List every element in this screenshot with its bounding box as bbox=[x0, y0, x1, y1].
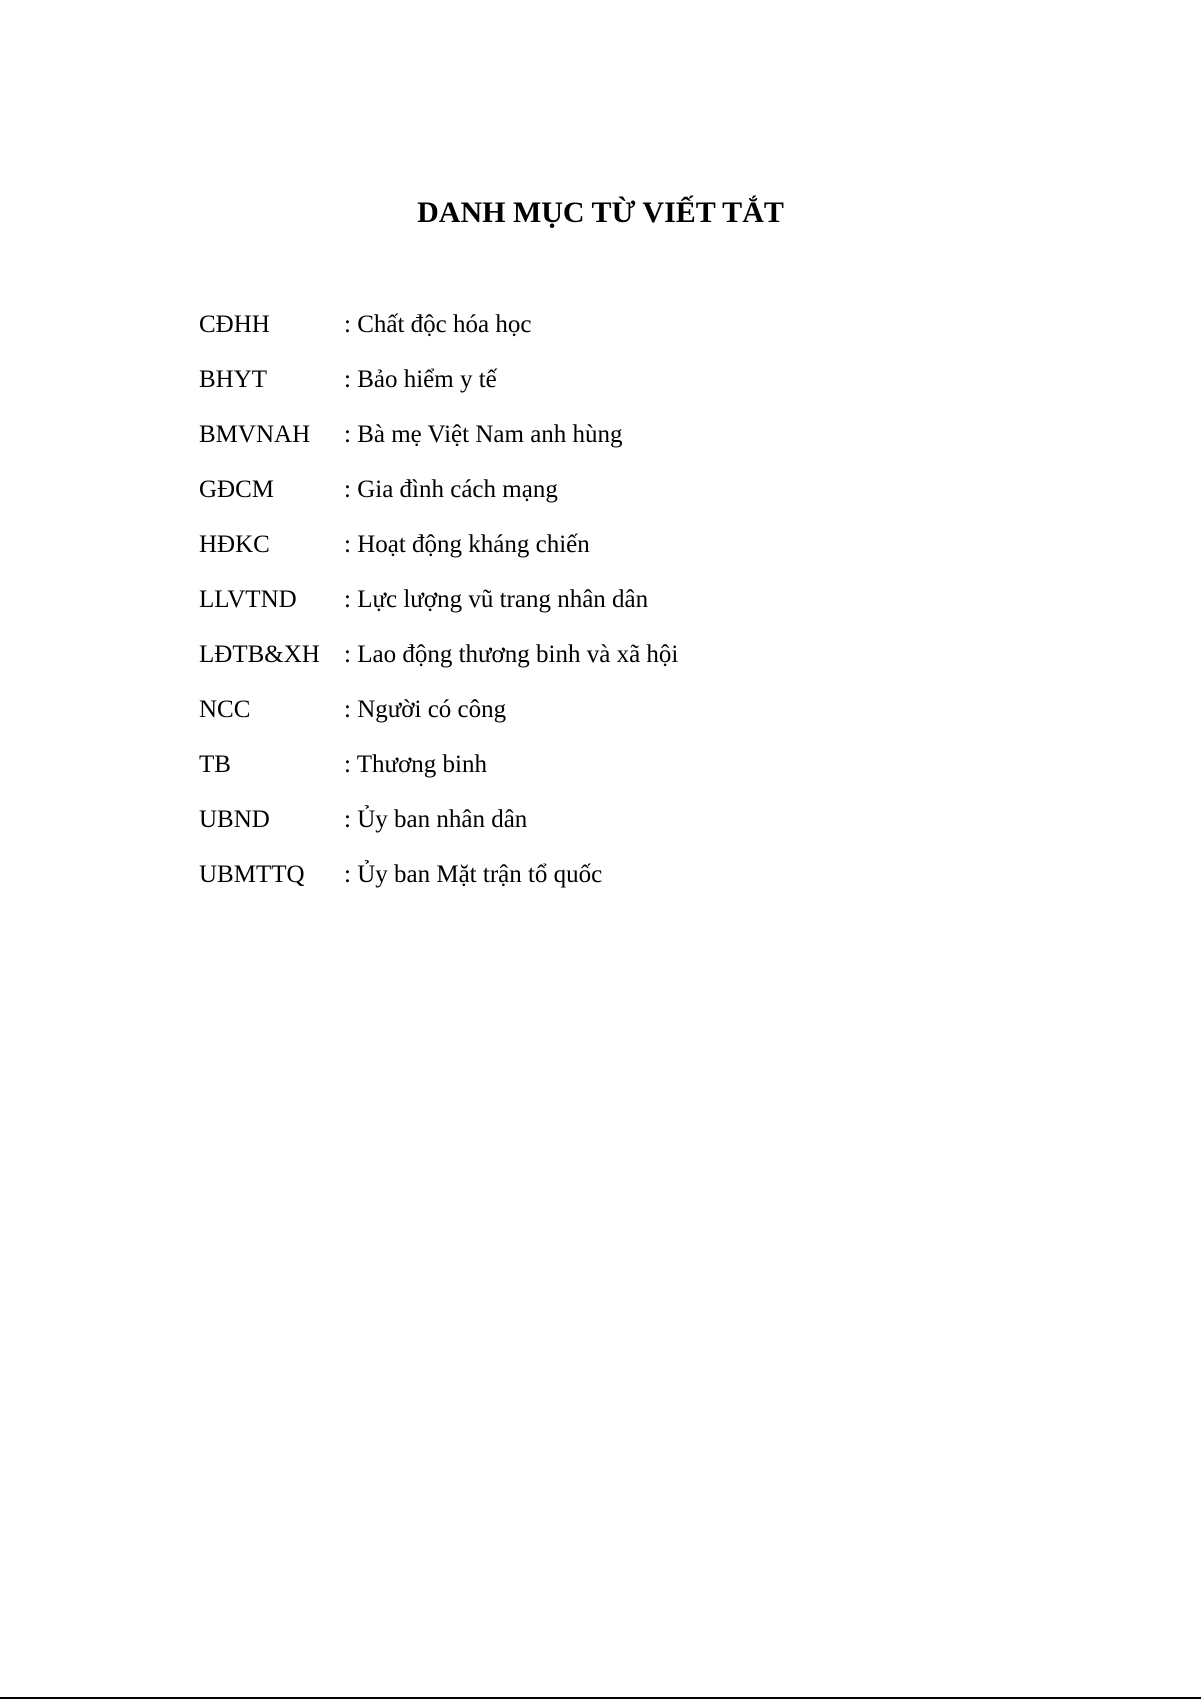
abbreviation-row bbox=[199, 805, 678, 860]
abbreviation-term: HĐKC bbox=[199, 531, 270, 558]
abbreviation-term: NCC bbox=[199, 696, 251, 723]
abbreviation-term: GĐCM bbox=[199, 476, 275, 503]
abbreviation-term: UBND bbox=[199, 806, 270, 833]
abbreviation-row bbox=[199, 695, 678, 750]
abbreviation-definition: : Thương binh bbox=[344, 751, 487, 778]
page-title: DANH MỤC TỪ VIẾT TẮT bbox=[417, 196, 784, 229]
abbreviation-row bbox=[199, 860, 678, 915]
abbreviation-definition: : Người có công bbox=[344, 696, 507, 723]
abbreviation-term: BMVNAH bbox=[199, 421, 311, 448]
abbreviation-row bbox=[199, 530, 678, 585]
abbreviation-term: LĐTB&XH bbox=[199, 641, 320, 668]
abbreviation-definition: : Lực lượng vũ trang nhân dân bbox=[344, 586, 649, 613]
abbreviation-row bbox=[199, 365, 678, 420]
abbreviation-term: LLVTND bbox=[199, 586, 297, 613]
abbreviation-row bbox=[199, 640, 678, 695]
abbreviation-definition: : Hoạt động kháng chiến bbox=[344, 531, 590, 558]
abbreviation-definition: : Gia đình cách mạng bbox=[344, 476, 558, 503]
abbreviation-definition: : Ủy ban nhân dân bbox=[344, 806, 528, 833]
abbreviation-list bbox=[199, 310, 678, 915]
abbreviation-definition: : Bà mẹ Việt Nam anh hùng bbox=[344, 421, 623, 448]
abbreviation-term: BHYT bbox=[199, 366, 268, 393]
abbreviation-definition: : Ủy ban Mặt trận tổ quốc bbox=[344, 861, 603, 888]
abbreviation-definition: : Bảo hiểm y tế bbox=[344, 366, 497, 393]
abbreviation-row bbox=[199, 750, 678, 805]
abbreviation-row bbox=[199, 420, 678, 475]
abbreviation-definition: : Chất độc hóa học bbox=[344, 311, 532, 338]
abbreviation-row bbox=[199, 585, 678, 640]
abbreviation-row bbox=[199, 310, 678, 365]
abbreviation-term: CĐHH bbox=[199, 311, 270, 338]
abbreviation-row bbox=[199, 475, 678, 530]
abbreviation-term: UBMTTQ bbox=[199, 861, 305, 888]
abbreviation-term: TB bbox=[199, 751, 231, 778]
abbreviation-definition: : Lao động thương binh và xã hội bbox=[344, 641, 679, 668]
